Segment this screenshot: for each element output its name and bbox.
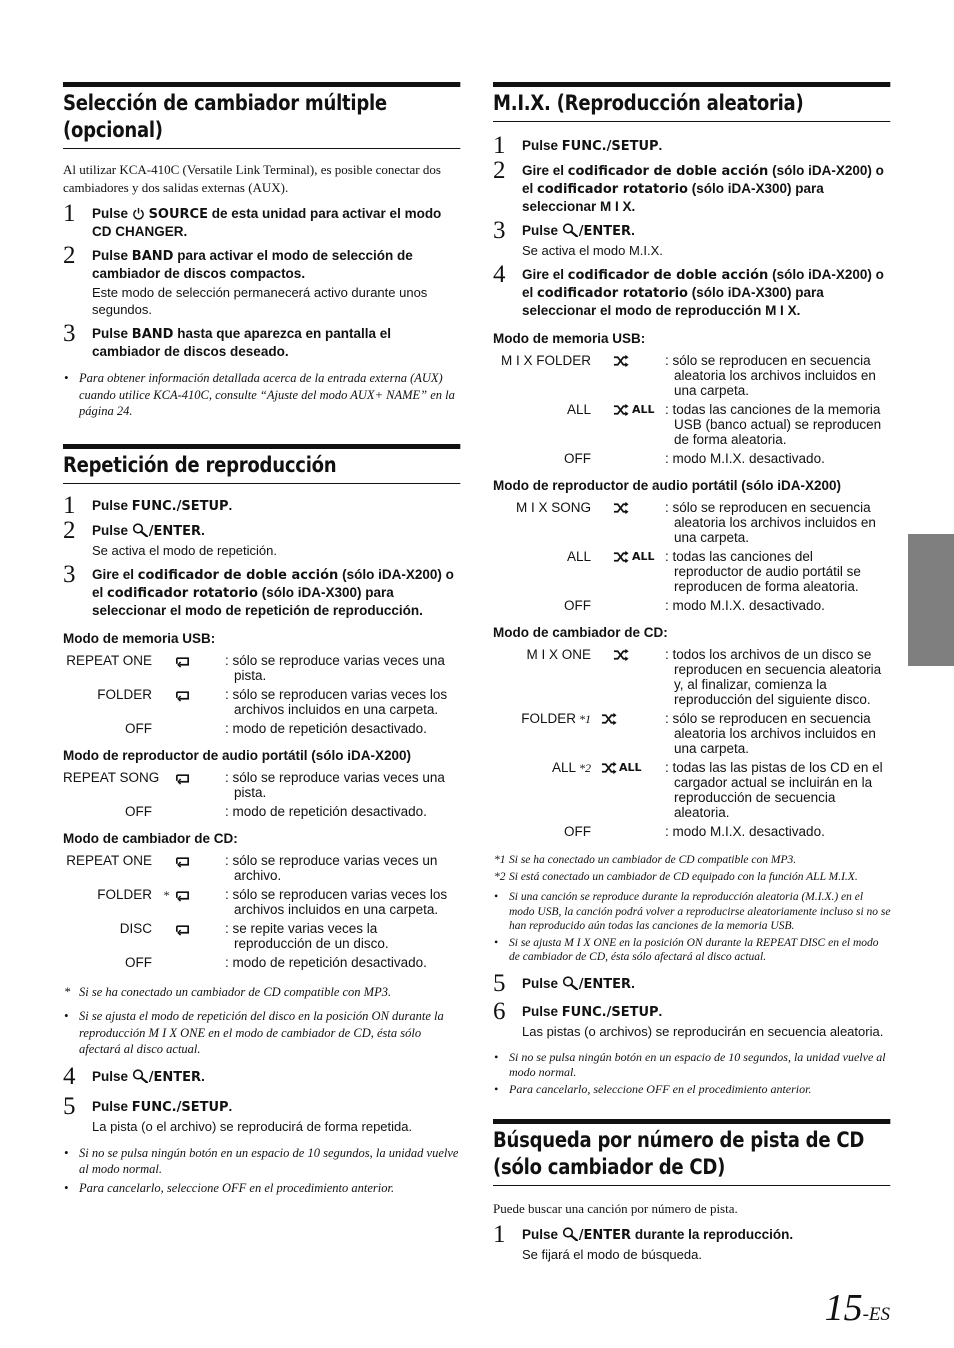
page-suffix: -ES: [862, 1304, 890, 1325]
mode-table-cd: [63, 853, 461, 970]
step-number: 3: [63, 560, 76, 588]
power-icon: [132, 207, 145, 220]
step-text: (sólo iDA-X200) o el: [522, 163, 884, 196]
mode-row: [63, 721, 461, 736]
title-line: Búsqueda por número de pista de CD: [493, 1127, 865, 1152]
mode-desc: : modo M.I.X. desactivado.: [665, 824, 825, 839]
mode-desc: : sólo se reproduce varias veces una: [225, 652, 445, 668]
step-number: 1: [493, 1220, 506, 1248]
step: [493, 132, 891, 159]
keyword: /ENTER: [578, 976, 632, 992]
footnote-mark: *1: [579, 712, 591, 726]
shuffle-all-icon-text: ALL: [619, 761, 642, 774]
intro-text: Puede buscar una canción por número de pista.: [493, 1200, 738, 1216]
step-text: (sólo iDA-X200) o el: [92, 566, 454, 600]
step-number: 4: [63, 1062, 76, 1090]
step: [493, 969, 891, 997]
step-text: Gire el: [92, 566, 135, 582]
search-icon: [562, 223, 579, 237]
step-number: 3: [493, 217, 506, 244]
mode-row: [493, 549, 891, 594]
footnote-text: Si se ha conectado un cambiador de CD compatible con MP3.: [509, 854, 797, 866]
step-subtext: Se activa el modo de repetición.: [92, 542, 277, 558]
notes: • Si no se pulsa ningún botón en un espacio de 10 segundos, la unidad vuelve al modo normal. • Para cancelarlo, seleccione OFF en el procedimiento anterior.: [494, 1049, 886, 1096]
keyword: codificador rotatorio: [107, 585, 258, 601]
notes: • Para obtener información detallada acerca de la entrada externa (AUX) cuando utilice KCA-410C, consulte “Ajuste del modo AUX+ NAME” en la página 24.: [64, 371, 455, 418]
keyword: codificador rotatorio: [537, 286, 688, 301]
mode-row: [493, 760, 891, 820]
step-text: Pulse: [92, 497, 129, 513]
step-text: (sólo iDA-X200) o el: [522, 267, 884, 300]
step-subtext: Se activa el modo M.I.X.: [522, 243, 663, 258]
mode-row: [63, 887, 461, 917]
mode-row: [63, 955, 461, 970]
step-number: 1: [63, 200, 76, 227]
step-number: 2: [63, 242, 76, 269]
mode-desc-cont: archivos incluidos en una carpeta.: [234, 901, 439, 917]
keyword: SOURCE: [148, 207, 208, 222]
step-text: Pulse: [92, 326, 129, 341]
step-text: Pulse: [522, 1226, 559, 1242]
shuffle-icon: [601, 712, 618, 726]
search-icon: [562, 1227, 579, 1241]
keyword: BAND: [131, 327, 174, 342]
mode-desc-cont: archivo.: [234, 867, 282, 883]
search-icon: [562, 976, 579, 990]
note-text: Si una canción se reproduce durante la reproducción aleatoria (M.I.X.) en el modo USB, la canción podrá volver a reproducirse aleatoriamente incluso si no se han reproducido aún todas las canciones de la memoria USB.: [509, 891, 891, 932]
right-column: [493, 82, 891, 1270]
mode-table-portable: [63, 770, 461, 819]
mode-desc: : sólo se reproducen varias veces los: [225, 686, 448, 702]
page-number-value: 15: [824, 1287, 863, 1329]
mode-label: ALL: [566, 549, 591, 564]
step: [63, 1092, 461, 1135]
mode-row: [63, 687, 461, 717]
step-text: Pulse: [92, 1098, 129, 1114]
shuffle-icon: [613, 501, 630, 515]
step-subtext: Este modo de selección permanecerá activo durante unos segundos.: [92, 285, 428, 317]
mode-desc-cont: USB (banco actual) se reproducen de forma aleatoria.: [674, 417, 882, 447]
section-title-changer: Selección de cambiador múltiple (opcional): [63, 82, 460, 149]
shuffle-icon: [601, 761, 618, 775]
left-column: [63, 82, 461, 1206]
mode-row: [493, 647, 891, 707]
mode-heading: Modo de memoria USB:: [63, 630, 216, 646]
mode-desc-cont: reproducción de un disco.: [234, 935, 389, 951]
keyword: /ENTER: [578, 224, 632, 239]
step-text: hasta que aparezca en pantalla el cambiador de discos deseado.: [92, 326, 392, 359]
footnote-mark: *2: [579, 761, 591, 775]
step: [493, 217, 891, 259]
mode-desc-cont: aleatoria los archivos incluidos en una carpeta.: [674, 515, 876, 545]
keyword: /ENTER: [148, 1069, 202, 1085]
note-text: Si no se pulsa ningún botón en un espacio de 10 segundos, la unidad vuelve al modo normal.: [79, 1145, 459, 1176]
step-text: Gire el: [522, 163, 565, 178]
mode-desc-cont: reproductor de audio portátil se reproducen de forma aleatoria.: [674, 564, 861, 594]
keyword: FUNC./SETUP: [131, 498, 229, 514]
search-icon: [132, 523, 149, 537]
shuffle-icon: [613, 550, 630, 564]
mode-row: [63, 804, 461, 819]
mode-row: [63, 853, 461, 883]
mode-desc: : modo de repetición desactivado.: [225, 720, 427, 736]
repeat-icon: [174, 654, 191, 668]
mode-desc-cont: archivos incluidos en una carpeta.: [234, 701, 439, 717]
step-text: Pulse: [522, 975, 559, 991]
section-title-mix: M.I.X. (Reproducción aleatoria): [493, 82, 890, 122]
step: [63, 200, 461, 240]
mode-desc: : todas las canciones del: [665, 549, 813, 564]
mode-desc-cont: aleatoria los archivos incluidos en una carpeta.: [674, 368, 876, 398]
footnote-text: Si está conectado un cambiador de CD equipado con la función ALL M.I.X.: [509, 870, 858, 883]
mode-label: ALL: [566, 402, 591, 417]
step-text: (sólo iDA-X300) para seleccionar el modo de repetición de reproducción.: [92, 584, 423, 618]
mode-desc-cont: reproducen en secuencia aleatoria y, al finalizar, comienza la reproducción del siguiente disco.: [674, 662, 882, 707]
step: [493, 261, 891, 319]
footnote-mark: *1: [494, 854, 506, 866]
step-number: 4: [493, 261, 506, 288]
step-text: de esta unidad para activar el modo CD CHANGER.: [92, 206, 442, 239]
repeat-icon: [174, 771, 191, 785]
step-text: .: [228, 497, 233, 513]
mode-label: FOLDER: [97, 886, 152, 902]
step: [63, 320, 461, 360]
step-text: .: [658, 1003, 663, 1019]
step-text: Pulse: [92, 248, 129, 263]
step-text: Pulse: [522, 223, 559, 238]
mode-heading: Modo de reproductor de audio portátil (sólo iDA-X200): [63, 747, 412, 763]
keyword: codificador de doble acción: [567, 164, 769, 179]
step-text: Pulse: [522, 138, 559, 153]
mode-desc: : sólo se reproducen varias veces los: [225, 886, 448, 902]
mode-desc: : modo M.I.X. desactivado.: [665, 451, 825, 466]
step-text: .: [201, 1068, 205, 1084]
step-text: .: [658, 138, 663, 153]
step: [493, 157, 891, 215]
footnote-mark: *: [163, 887, 169, 902]
footnote-mark: *: [64, 984, 71, 999]
step-text: .: [201, 522, 205, 538]
mode-desc: : se repite varias veces la: [225, 920, 378, 936]
search-icon: [132, 1069, 149, 1083]
note-text: Si se ajusta M I X ONE en la posición ON durante la REPEAT DISC en el modo de cambiador de CD, ésta sólo afectará al disco actual.: [509, 936, 879, 963]
keyword: FUNC./SETUP: [561, 139, 659, 154]
step-subtext: La pista (o el archivo) se reproducirá de forma repetida.: [92, 1118, 413, 1134]
step: [63, 1062, 461, 1090]
repeat-icon: [174, 854, 191, 868]
mix-table-portable: [493, 500, 891, 613]
step-number: 2: [63, 516, 76, 544]
note-text: Si no se pulsa ningún botón en un espacio de 10 segundos, la unidad vuelve al modo normal.: [509, 1049, 886, 1079]
step-text: .: [631, 975, 635, 991]
step-text: Pulse: [92, 1068, 129, 1084]
section-tab-marker: [908, 534, 954, 666]
mode-row: [63, 653, 461, 683]
mode-row: [493, 711, 891, 756]
mode-label: REPEAT ONE: [66, 852, 152, 868]
mode-heading: Modo de memoria USB:: [493, 331, 646, 346]
title-line: (sólo cambiador de CD): [493, 1154, 726, 1179]
mode-desc: : sólo se reproducen en secuencia: [665, 353, 871, 368]
step-text: .: [631, 223, 635, 238]
note-text: Para cancelarlo, seleccione OFF en el procedimiento anterior.: [509, 1081, 812, 1096]
step-text: Pulse: [522, 1003, 559, 1019]
step-number: 6: [493, 997, 506, 1025]
step-number: 5: [493, 969, 506, 997]
shuffle-icon: [613, 403, 630, 417]
mode-row: [493, 353, 891, 398]
step-text: para activar el modo de selección de cambiador de discos compactos.: [92, 248, 413, 281]
mode-row: [493, 598, 891, 613]
step-number: 1: [493, 132, 506, 159]
repeat-icon: [174, 888, 191, 902]
mode-row: [63, 921, 461, 951]
step: [493, 997, 891, 1040]
mode-row: [493, 451, 891, 466]
mode-heading: Modo de cambiador de CD:: [493, 625, 668, 640]
step-text: durante la reproducción.: [634, 1226, 794, 1242]
mode-label: FOLDER: [97, 686, 152, 702]
note-text: Para obtener información detallada acerca de la entrada externa (AUX) cuando utilice KCA-410C, consulte “Ajuste del modo AUX+ NAME” en la página 24.: [79, 371, 455, 418]
section-title-repeat: Repetición de reproducción: [63, 444, 460, 484]
footnote-mark: *2: [494, 870, 506, 883]
mode-desc: : sólo se reproducen en secuencia: [665, 500, 871, 515]
keyword: FUNC./SETUP: [131, 1099, 229, 1115]
mode-label: M I X SONG: [515, 500, 591, 515]
repeat-icon: [174, 688, 191, 702]
step-number: 3: [63, 320, 76, 347]
mode-row: [493, 824, 891, 839]
notes: * Si se ha conectado un cambiador de CD compatible con MP3. • Si se ajusta el modo de repetición del disco en la posición ON durante la reproducción M I X ONE en el modo de cambiador de CD, ésta sólo afectará al disco actual.: [64, 984, 444, 1056]
mode-desc: : sólo se reproducen en secuencia: [665, 711, 871, 726]
mode-row: [493, 402, 891, 447]
step-text: .: [228, 1098, 233, 1114]
mode-row: [63, 770, 461, 800]
step: [63, 516, 461, 559]
mode-desc: : sólo se reproduce varias veces un: [225, 852, 438, 868]
step: [63, 560, 461, 619]
keyword: /ENTER: [578, 1227, 632, 1243]
mode-label: REPEAT SONG: [63, 769, 160, 785]
step-subtext: Se fijará el modo de búsqueda.: [522, 1246, 702, 1262]
mode-label: DISC: [119, 920, 152, 936]
keyword: codificador de doble acción: [137, 567, 339, 583]
step-number: 1: [63, 491, 76, 519]
mode-desc: : todas las canciones de la memoria: [665, 402, 881, 417]
mode-heading: Modo de reproductor de audio portátil (sólo iDA-X200): [493, 478, 842, 493]
repeat-icon: [174, 922, 191, 936]
keyword: codificador rotatorio: [537, 182, 688, 197]
notes: • Si no se pulsa ningún botón en un espacio de 10 segundos, la unidad vuelve al modo normal. • Para cancelarlo, seleccione OFF en el procedimiento anterior.: [64, 1145, 459, 1195]
section-title-track-search: [493, 1119, 890, 1186]
step: [63, 242, 461, 318]
intro-text: Al utilizar KCA-410C (Versatile Link Terminal), es posible conectar dos cambiadores y dos salidas externas (AUX).: [63, 162, 441, 195]
mix-table-cd: [493, 647, 891, 839]
shuffle-icon: [613, 648, 630, 662]
mode-label: OFF: [564, 451, 591, 466]
shuffle-all-icon-text: ALL: [632, 403, 655, 416]
mode-label: M I X FOLDER: [500, 353, 591, 368]
step-text: (sólo iDA-X300) para seleccionar el modo de reproducción M I X.: [522, 285, 824, 318]
mode-label: OFF: [564, 824, 591, 839]
keyword: codificador de doble acción: [567, 268, 769, 283]
note-text: Para cancelarlo, seleccione OFF en el procedimiento anterior.: [79, 1180, 395, 1195]
step: [63, 491, 461, 519]
mode-row: [493, 500, 891, 545]
mode-label: OFF: [564, 598, 591, 613]
step-text: Gire el: [522, 267, 565, 282]
mode-label: OFF: [125, 954, 152, 970]
mode-label: FOLDER: [521, 711, 576, 726]
mode-label: REPEAT ONE: [66, 652, 152, 668]
mode-desc: : modo M.I.X. desactivado.: [665, 598, 825, 613]
mode-desc: : sólo se reproduce varias veces una: [225, 769, 445, 785]
step-subtext: Las pistas (o archivos) se reproducirán en secuencia aleatoria.: [522, 1023, 884, 1039]
shuffle-icon: [613, 354, 630, 368]
page-number: [825, 1286, 890, 1337]
mix-table-usb: [493, 353, 891, 466]
mode-desc: : todas las las pistas de los CD en el: [665, 760, 883, 775]
mode-desc-cont: cargador actual se incluirán en la reproducción de secuencia aleatoria.: [674, 775, 873, 820]
mode-desc-cont: aleatoria los archivos incluidos en una carpeta.: [674, 726, 876, 756]
keyword: /ENTER: [148, 523, 202, 539]
mode-table-usb: [63, 653, 461, 736]
mode-label: OFF: [125, 803, 152, 819]
mode-desc: : modo de repetición desactivado.: [225, 954, 427, 970]
footnote-text: Si se ha conectado un cambiador de CD compatible con MP3.: [79, 984, 392, 999]
step-text: Pulse: [92, 522, 129, 538]
mode-label: M I X ONE: [526, 647, 591, 662]
mode-desc: : modo de repetición desactivado.: [225, 803, 427, 819]
step-number: 5: [63, 1092, 76, 1120]
mode-label: OFF: [125, 720, 152, 736]
step-text: (sólo iDA-X300) para seleccionar M I X.: [522, 181, 824, 214]
mode-desc-cont: pista.: [234, 667, 267, 683]
keyword: BAND: [131, 249, 174, 264]
notes: *1 Si se ha conectado un cambiador de CD compatible con MP3. *2 Si está conectado un cambiador de CD equipado con la función ALL M.I.X. • Si una canción se reproduce durante la reproducción aleatoria (M.I.X.) en el modo USB, la canción podrá volver a reproducirse aleatoriamente incluso si no se han reproducido aún todas las canciones de la memoria USB. • Si se ajusta M I X ONE en la posición ON durante la REPEAT DISC en el modo de cambiador de CD, ésta sólo afectará al disco actual.: [494, 854, 891, 963]
shuffle-all-icon-text: ALL: [632, 550, 655, 563]
step-number: 2: [493, 157, 506, 184]
note-text: Si se ajusta el modo de repetición del disco en la posición ON durante la reproducción M I X ONE en el modo de cambiador de CD, ésta sólo afectará al disco actual.: [79, 1009, 444, 1056]
mode-desc-cont: pista.: [234, 784, 267, 800]
step-text: Pulse: [92, 206, 129, 221]
mode-heading: Modo de cambiador de CD:: [63, 830, 238, 846]
step: [493, 1220, 891, 1263]
mode-desc: : todos los archivos de un disco se: [665, 647, 872, 662]
mode-label: ALL: [551, 760, 576, 775]
keyword: FUNC./SETUP: [561, 1004, 659, 1020]
